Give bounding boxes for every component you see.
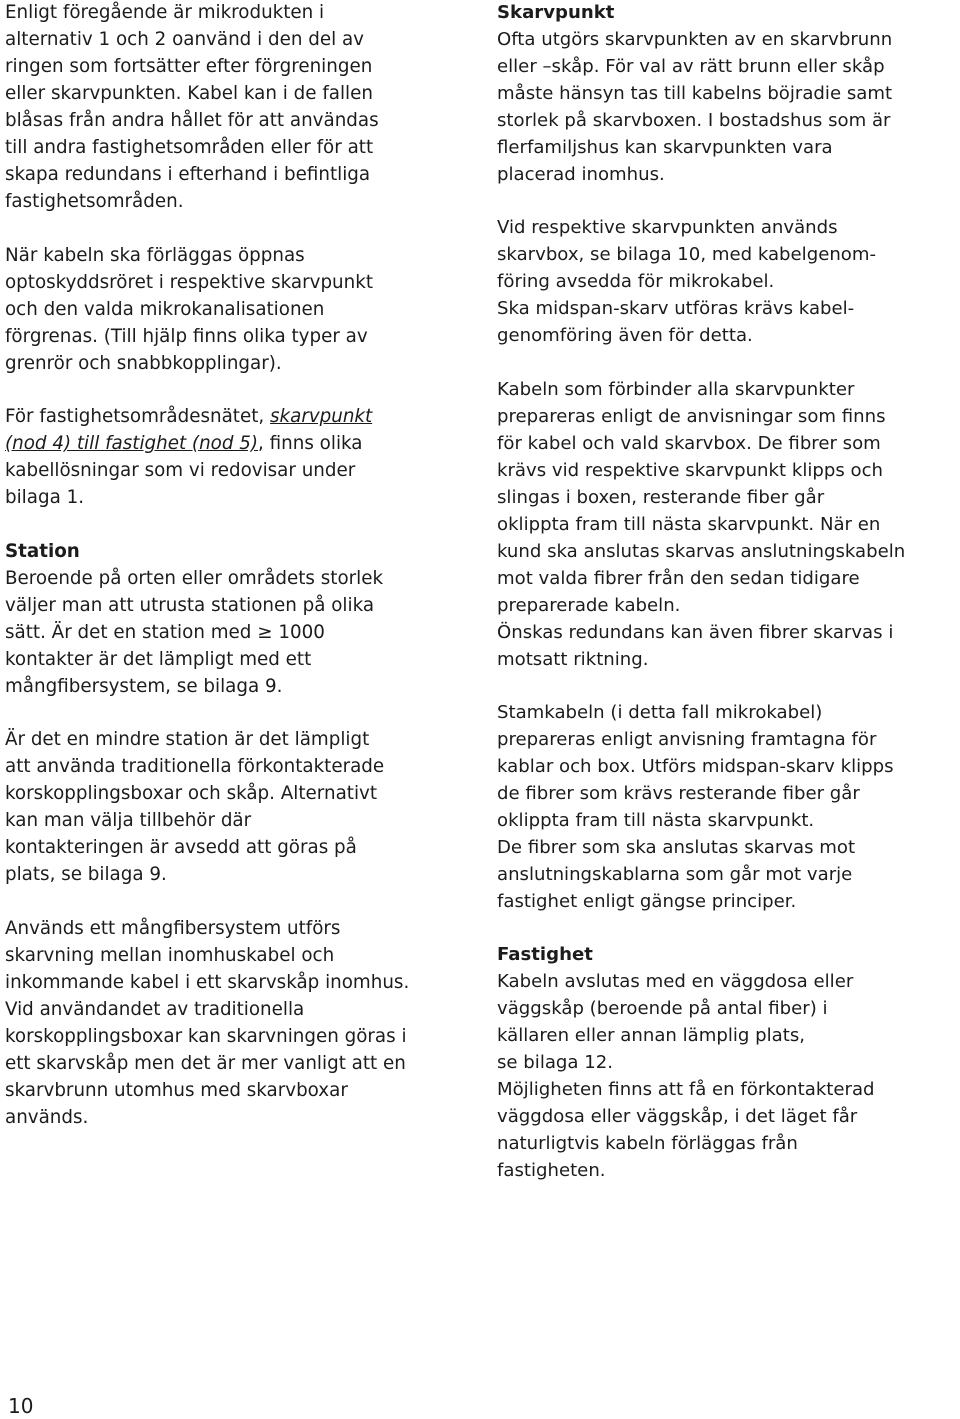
fastighet-line: Kabeln avslutas med en väggdosa eller <box>497 971 854 992</box>
left-p1-line: ringen som fortsätter efter förgreningen <box>5 56 373 77</box>
right-p2-line: föring avsedda för mikrokabel. <box>497 271 775 292</box>
left-p5-line: Är det en mindre station är det lämpligt <box>5 729 370 750</box>
right-p4-line: prepareras enligt anvisning framtagna för <box>497 729 877 750</box>
left-p1-line: till andra fastighetsområden eller för att <box>5 137 374 158</box>
left-p5-line: kan man välja tillbehör där <box>5 810 252 831</box>
greater-equal-symbol: ≥ <box>257 622 273 643</box>
right-p3-line: krävs vid respektive skarvpunkt klipps och <box>497 460 884 481</box>
station-line <box>5 619 325 646</box>
station-heading: Station <box>5 541 80 562</box>
left-p5-line: plats, se bilaga 9. <box>5 864 167 885</box>
fastighet-line: väggdosa eller väggskåp, i det läget får <box>497 1106 858 1127</box>
left-p6-line: ett skarvskåp men det är mer vanligt att en <box>5 1053 406 1074</box>
right-p4-line: anslutningskablarna som går mot varje <box>497 864 853 885</box>
left-p2-line: grenrör och snabbkopplingar). <box>5 353 282 374</box>
left-p1-line: fastighetsområden. <box>5 191 184 212</box>
fastighet-heading: Fastighet <box>497 944 593 965</box>
fastighet-line: fastigheten. <box>497 1160 606 1181</box>
left-p1-line: blåsas från andra hållet för att användas <box>5 110 379 131</box>
skarvpunkt-line: Ofta utgörs skarvpunkten av en skarvbrunn <box>497 29 893 50</box>
right-p4-line: kablar och box. Utförs midspan-skarv klipps <box>497 756 894 777</box>
right-p3-line: prepareras enligt de anvisningar som finns <box>497 406 886 427</box>
left-p3-text: , finns olika <box>258 433 363 454</box>
left-p6-line: skarvning mellan inomhuskabel och <box>5 945 335 966</box>
station-line: mångfibersystem, se bilaga 9. <box>5 676 283 697</box>
nod-reference-link[interactable]: (nod 4) till fastighet (nod 5) <box>5 433 259 454</box>
right-p2-line: Ska midspan-skarv utföras krävs kabel- <box>497 298 855 319</box>
left-p3-line: bilaga 1. <box>5 487 85 508</box>
left-p2-line: och den valda mikrokanalisationen <box>5 299 325 320</box>
fastighet-line: källaren eller annan lämplig plats, <box>497 1025 806 1046</box>
right-p2-line: genomföring även för detta. <box>497 325 753 346</box>
fastighet-line: väggskåp (beroende på antal fiber) i <box>497 998 828 1019</box>
left-p1-line: skapa redundans i efterhand i befintliga <box>5 164 371 185</box>
left-p6-line: skarvbrunn utomhus med skarvboxar <box>5 1080 348 1101</box>
left-p6-line: inkommande kabel i ett skarvskåp inomhus. <box>5 972 410 993</box>
right-p3-line: mot valda fibrer från den sedan tidigare <box>497 568 860 589</box>
skarvpunkt-heading: Skarvpunkt <box>497 2 615 23</box>
left-p5-line: korskopplingsboxar och skåp. Alternativt <box>5 783 378 804</box>
right-p3-line: kund ska anslutas skarvas anslutningskabeln <box>497 541 906 562</box>
skarvpunkt-line: måste hänsyn tas till kabelns böjradie samt <box>497 83 893 104</box>
left-p6-line: korskopplingsboxar kan skarvningen göras i <box>5 1026 407 1047</box>
fastighet-line: se bilaga 12. <box>497 1052 614 1073</box>
station-text: 1000 <box>272 622 325 643</box>
right-p3-line: motsatt riktning. <box>497 649 649 670</box>
station-text: sätt. Är det en station med <box>5 622 258 643</box>
right-p3-line: preparerade kabeln. <box>497 595 681 616</box>
left-p2-line: optoskyddsröret i respektive skarvpunkt <box>5 272 373 293</box>
left-p1-line: Enligt föregående är mikrodukten i <box>5 2 325 23</box>
right-p3-line: för kabel och vald skarvbox. De fibrer som <box>497 433 881 454</box>
left-p2-line: förgrenas. (Till hjälp finns olika typer av <box>5 326 368 347</box>
right-p4-line: De fibrer som ska anslutas skarvas mot <box>497 837 856 858</box>
right-p2-line: Vid respektive skarvpunkten används <box>497 217 838 238</box>
right-p4-line: de fibrer som krävs resterande fiber går <box>497 783 860 804</box>
left-p2-line: När kabeln ska förläggas öppnas <box>5 245 305 266</box>
skarvpunkt-reference-link[interactable]: skarvpunkt <box>270 406 373 427</box>
skarvpunkt-line: storlek på skarvboxen. I bostadshus som är <box>497 110 891 131</box>
right-p4-line: fastighet enligt gängse principer. <box>497 891 797 912</box>
fastighet-line: Möjligheten finns att få en förkontakterad <box>497 1079 875 1100</box>
right-p4-line: Stamkabeln (i detta fall mikrokabel) <box>497 702 823 723</box>
skarvpunkt-line: eller –skåp. För val av rätt brunn eller skåp <box>497 56 885 77</box>
left-p3-line <box>5 403 372 430</box>
station-line: väljer man att utrusta stationen på olika <box>5 595 375 616</box>
left-p3-line: kabellösningar som vi redovisar under <box>5 460 356 481</box>
left-p5-line: att använda traditionella förkontakterade <box>5 756 385 777</box>
skarvpunkt-line: flerfamiljshus kan skarvpunkten vara <box>497 137 833 158</box>
left-p1-line: eller skarvpunkten. Kabel kan i de fallen <box>5 83 373 104</box>
left-p1-line: alternativ 1 och 2 oanvänd i den del av <box>5 29 364 50</box>
left-p6-line: Används ett mångfibersystem utförs <box>5 918 341 939</box>
left-p3-text: För fastighetsområdesnätet, <box>5 406 270 427</box>
right-p3-line: Kabeln som förbinder alla skarvpunkter <box>497 379 855 400</box>
station-line: Beroende på orten eller områdets storlek <box>5 568 384 589</box>
right-p3-line: oklippta fram till nästa skarvpunkt. När en <box>497 514 881 535</box>
left-p6-line: Vid användandet av traditionella <box>5 999 305 1020</box>
left-p6-line: används. <box>5 1107 89 1128</box>
skarvpunkt-line: placerad inomhus. <box>497 164 665 185</box>
right-p2-line: skarvbox, se bilaga 10, med kabelgenom- <box>497 244 877 265</box>
station-line: kontakter är det lämpligt med ett <box>5 649 312 670</box>
fastighet-line: naturligtvis kabeln förläggas från <box>497 1133 798 1154</box>
left-p5-line: kontakteringen är avsedd att göras på <box>5 837 357 858</box>
left-p3-line <box>5 430 363 457</box>
page-number: 10 <box>8 1394 34 1418</box>
right-p3-line: Önskas redundans kan även fibrer skarvas i <box>497 622 894 643</box>
right-p3-line: slingas i boxen, resterande fiber går <box>497 487 825 508</box>
right-p4-line: oklippta fram till nästa skarvpunkt. <box>497 810 815 831</box>
